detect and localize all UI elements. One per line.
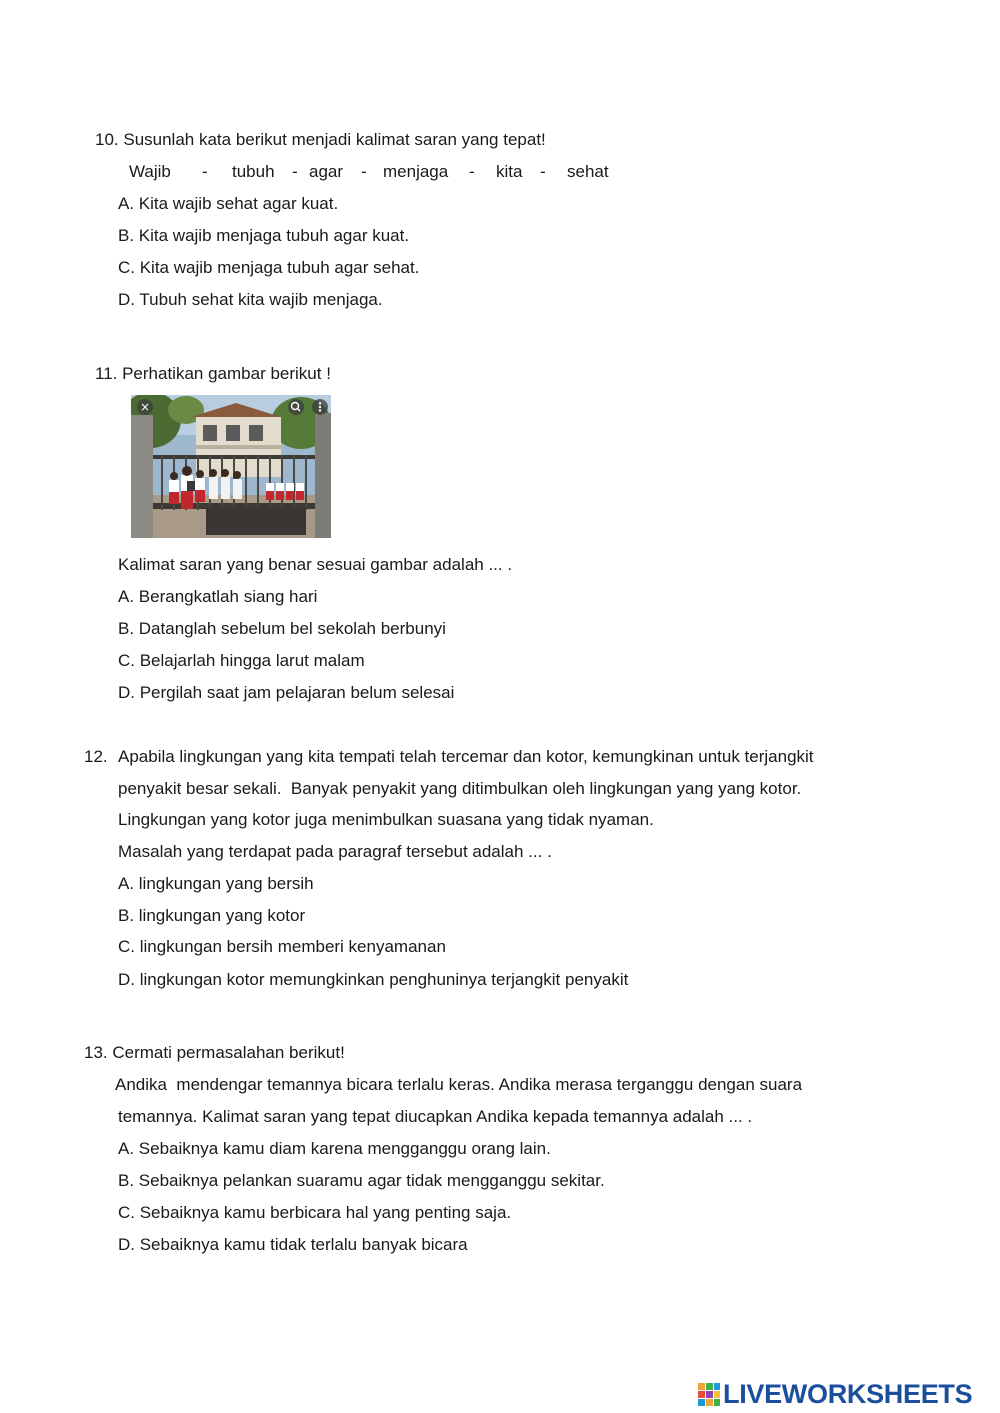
q10-option-c[interactable]: C. Kita wajib menjaga tubuh agar sehat.: [118, 258, 420, 277]
q10-word: Wajib: [129, 162, 171, 181]
search-icon[interactable]: [288, 399, 304, 415]
q13-option-b[interactable]: B. Sebaiknya pelankan suaramu agar tidak mengganggu sekitar.: [118, 1171, 605, 1190]
q12-paragraph-line: penyakit besar sekali. Banyak penyakit yang ditimbulkan oleh lingkungan yang yang kotor.: [118, 779, 802, 798]
question-12-number: 12.: [84, 747, 108, 766]
q10-option-b[interactable]: B. Kita wajib menjaga tubuh agar kuat.: [118, 226, 410, 245]
liveworksheets-logo[interactable]: [697, 1377, 972, 1411]
q11-prompt: Kalimat saran yang benar sesuai gambar adalah ... .: [118, 555, 513, 574]
question-13-text: 13. Cermati permasalahan berikut!: [84, 1043, 345, 1062]
q11-option-a[interactable]: A. Berangkatlah siang hari: [118, 587, 318, 606]
q12-paragraph-line: Lingkungan yang kotor juga menimbulkan suasana yang tidak nyaman.: [118, 810, 654, 829]
q10-word: menjaga: [383, 162, 449, 181]
q10-word: -: [292, 162, 298, 181]
question-11-text: 11. Perhatikan gambar berikut !: [95, 364, 331, 383]
q10-option-a[interactable]: A. Kita wajib sehat agar kuat.: [118, 194, 339, 213]
q12-option-a[interactable]: A. lingkungan yang bersih: [118, 874, 314, 893]
q12-paragraph-line: Apabila lingkungan yang kita tempati telah tercemar dan kotor, kemungkinan untuk terjangkit: [118, 747, 814, 766]
q10-word-list: [129, 162, 609, 182]
q12-option-b[interactable]: B. lingkungan yang kotor: [118, 906, 306, 925]
q10-word: tubuh: [232, 162, 275, 181]
q12-prompt: Masalah yang terdapat pada paragraf tersebut adalah ... .: [118, 842, 552, 861]
question-10-text: 10. Susunlah kata berikut menjadi kalimat saran yang tepat!: [95, 130, 546, 149]
q10-word: kita: [496, 162, 523, 181]
q10-option-d[interactable]: D. Tubuh sehat kita wajib menjaga.: [118, 290, 383, 309]
q10-word: agar: [309, 162, 344, 181]
q13-paragraph-line: Andika mendengar temannya bicara terlalu keras. Andika merasa terganggu dengan suara: [115, 1075, 803, 1094]
q12-option-d[interactable]: D. lingkungan kotor memungkinkan penghuninya terjangkit penyakit: [118, 970, 629, 989]
q10-word: -: [202, 162, 208, 181]
q13-option-c[interactable]: C. Sebaiknya kamu berbicara hal yang penting saja.: [118, 1203, 512, 1222]
q11-option-d[interactable]: D. Pergilah saat jam pelajaran belum selesai: [118, 683, 455, 702]
liveworksheets-logo-icon: [697, 1380, 721, 1408]
q10-word: -: [361, 162, 367, 181]
q13-option-d[interactable]: D. Sebaiknya kamu tidak terlalu banyak bicara: [118, 1235, 468, 1254]
more-icon[interactable]: [312, 399, 328, 415]
school-gate-photo: [131, 395, 331, 538]
q10-word: -: [469, 162, 475, 181]
q11-option-b[interactable]: B. Datanglah sebelum bel sekolah berbunyi: [118, 619, 446, 638]
q12-option-c[interactable]: C. lingkungan bersih memberi kenyamanan: [118, 937, 446, 956]
q10-word: sehat: [567, 162, 609, 181]
q10-word: -: [540, 162, 546, 181]
q13-paragraph-line: temannya. Kalimat saran yang tepat diucapkan Andika kepada temannya adalah ... .: [118, 1107, 753, 1126]
close-icon[interactable]: ×: [137, 399, 153, 415]
q11-option-c[interactable]: C. Belajarlah hingga larut malam: [118, 651, 365, 670]
logo-text: LIVEWORKSHEETS: [723, 1378, 973, 1409]
q13-option-a[interactable]: A. Sebaiknya kamu diam karena mengganggu orang lain.: [118, 1139, 551, 1158]
